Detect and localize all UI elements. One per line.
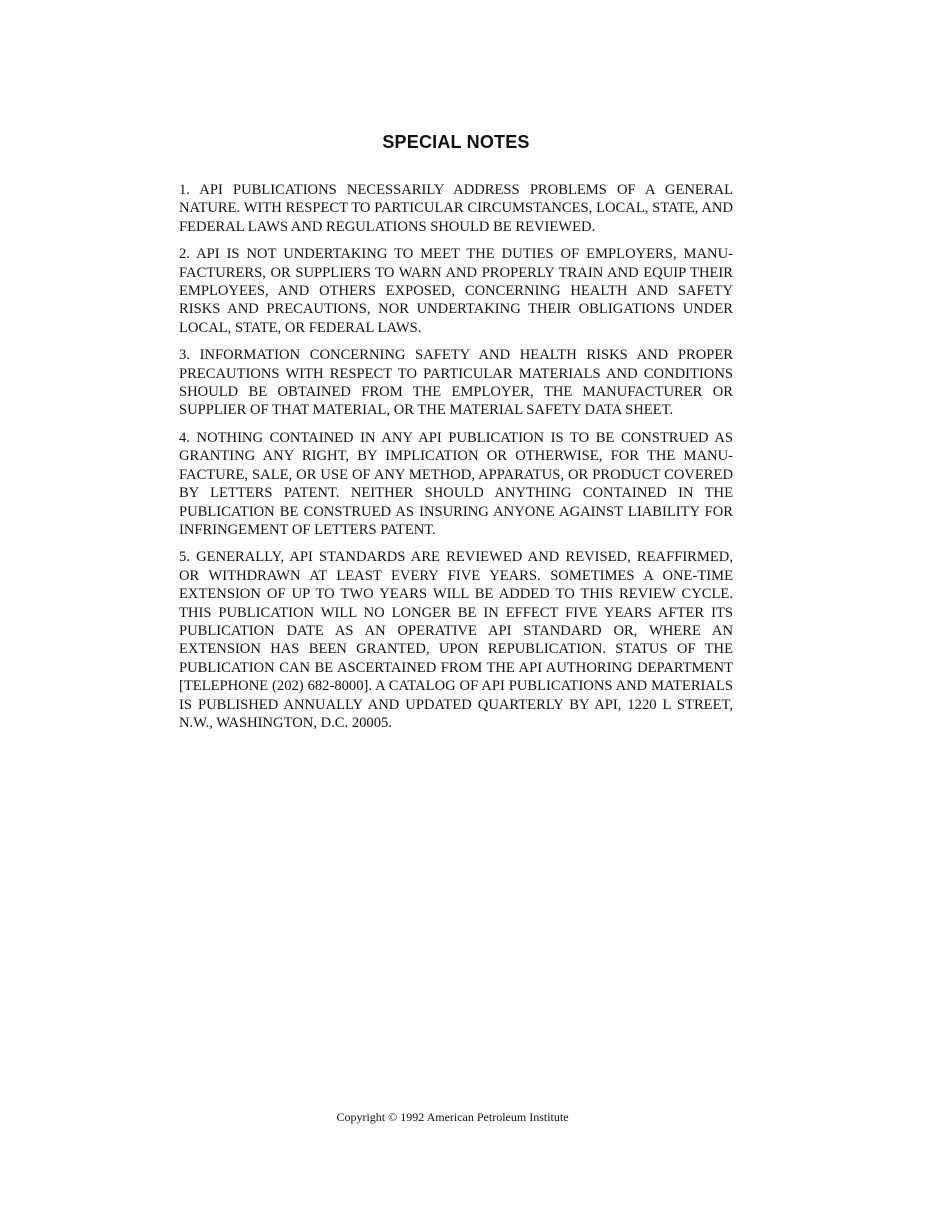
page-title: SPECIAL NOTES bbox=[382, 132, 530, 152]
special-notes-list bbox=[179, 181, 733, 741]
copyright-notice: Copyright © 1992 American Petroleum Institute bbox=[336, 1110, 569, 1124]
note-2: 2. API IS NOT UNDERTAKING TO MEET THE DUTIES OF EMPLOYERS, MANUFACTURERS, OR SUPPLIERS TO WARN AND PROPERLY TRAIN AND EQUIP THEIR EMPLOYEES, AND OTHERS EXPOSED, CONCERNING HEALTH AND SAFETY RISKS AND PRECAUTIONS, NOR UNDERTAKING THEIR OBLIGATIONS UNDER LOCAL, STATE, OR FEDERAL LAWS. bbox=[179, 246, 733, 336]
note-5: 5. GENERALLY, API STANDARDS ARE REVIEWED AND REVISED, REAFFIRMED, OR WITHDRAWN AT LEAST EVERY FIVE YEARS. SOMETIMES A ONE-TIME EXTENSION OF UP TO TWO YEARS WILL BE ADDED TO THIS REVIEW CYCLE. THIS PUBLICATION WILL NO LONGER BE IN EFFECT FIVE YEARS AFTER ITS PUBLICATION DATE AS AN OPERATIVE API STANDARD OR, WHERE AN EXTENSION HAS BEEN GRANTED, UPON REPUBLICATION. STATUS OF THE PUBLICATION CAN BE ASCERTAINED FROM THE API AUTHORING DEPARTMENT [TELEPHONE (202) 682-8000]. A CATALOG OF API PUBLICATIONS AND MATERIALS IS PUBLISHED ANNUALLY AND UPDATED QUARTERLY BY API, 1220 L STREET, N.W., WASHINGTON, D.C. 20005. bbox=[179, 549, 733, 731]
note-3: 3. INFORMATION CONCERNING SAFETY AND HEALTH RISKS AND PROPER PRECAUTIONS WITH RESPECT TO PARTICULAR MATERIALS AND CONDITIONS SHOULD BE OBTAINED FROM THE EMPLOYER, THE MANUFACTURER OR SUPPLIER OF THAT MATERIAL, OR THE MATERIAL SAFETY DATA SHEET. bbox=[179, 347, 733, 419]
note-4: 4. NOTHING CONTAINED IN ANY API PUBLICATION IS TO BE CONSTRUED AS GRANTING ANY RIGHT, BY IMPLICATION OR OTHERWISE, FOR THE MANUFACTURE, SALE, OR USE OF ANY METHOD, APPARATUS, OR PRODUCT COVERED BY LETTERS PATENT. NEITHER SHOULD ANYTHING CONTAINED IN THE PUBLICATION BE CONSTRUED AS INSURING ANYONE AGAINST LIABILITY FOR INFRINGEMENT OF LETTERS PATENT. bbox=[179, 429, 733, 538]
note-1: 1. API PUBLICATIONS NECESSARILY ADDRESS PROBLEMS OF A GENERAL NATURE. WITH RESPECT TO PARTICULAR CIRCUMSTANCES, LOCAL, STATE, AND FEDERAL LAWS AND REGULATIONS SHOULD BE REVIEWED. bbox=[179, 182, 733, 235]
